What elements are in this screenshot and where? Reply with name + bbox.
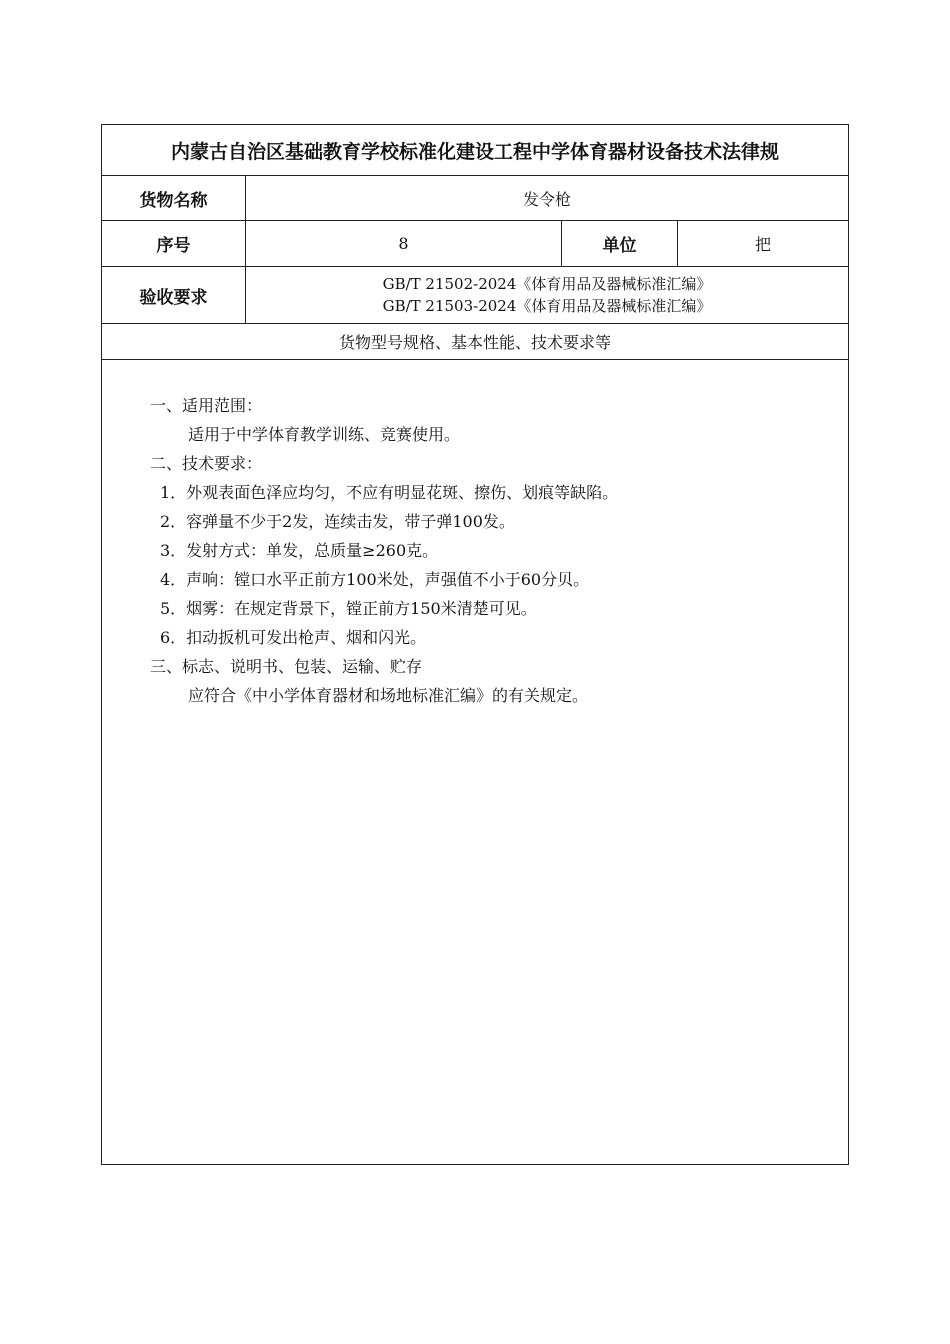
sequence-value: 8 (246, 221, 562, 266)
acceptance-standard-1: GB/T 21502-2024《体育用品及器械标准汇编》 (382, 275, 712, 293)
title-row (102, 125, 848, 175)
page-title: 内蒙古自治区基础教育学校标准化建设工程中学体育器材设备技术法律规 (170, 140, 779, 163)
requirement-item: 3．发射方式：单发，总质量≥260克。 (160, 541, 439, 560)
sequence-row (102, 221, 848, 267)
section-heading: 三、标志、说明书、包装、运输、贮存 (150, 657, 423, 676)
requirement-item: 6．扣动扳机可发出枪声、烟和闪光。 (160, 628, 427, 647)
content-line: 应符合《中小学体育器材和场地标准汇编》的有关规定。 (188, 686, 589, 705)
acceptance-standard-2: GB/T 21503-2024《体育用品及器械标准汇编》 (382, 297, 712, 315)
content-line: 适用于中学体育教学训练、竞赛使用。 (188, 425, 461, 444)
requirement-item: 1．外观表面色泽应均匀，不应有明显花斑、擦伤、划痕等缺陷。 (160, 483, 619, 502)
requirement-item: 2．容弹量不少于2发，连续击发，带子弹100发。 (160, 512, 515, 531)
spec-header: 货物型号规格、基本性能、技术要求等 (338, 333, 611, 352)
spec-table (101, 124, 849, 1165)
sequence-label: 序号 (102, 221, 246, 266)
goods-name-value: 发令枪 (522, 189, 571, 209)
unit-value: 把 (754, 235, 771, 254)
goods-name-row (102, 175, 848, 221)
spec-content (102, 360, 848, 1164)
requirement-item: 4．声响：镗口水平正前方100米处，声强值不小于60分贝。 (160, 570, 590, 589)
goods-name-label: 货物名称 (102, 176, 246, 220)
spec-header-row (102, 324, 848, 360)
acceptance-standards (246, 267, 848, 323)
unit-label: 单位 (562, 221, 678, 266)
acceptance-label: 验收要求 (102, 267, 246, 323)
acceptance-row (102, 267, 848, 324)
section-heading: 二、技术要求： (150, 454, 263, 473)
section-heading: 一、适用范围： (150, 396, 263, 415)
requirement-item: 5．烟雾：在规定背景下，镗正前方150米清楚可见。 (160, 599, 537, 618)
